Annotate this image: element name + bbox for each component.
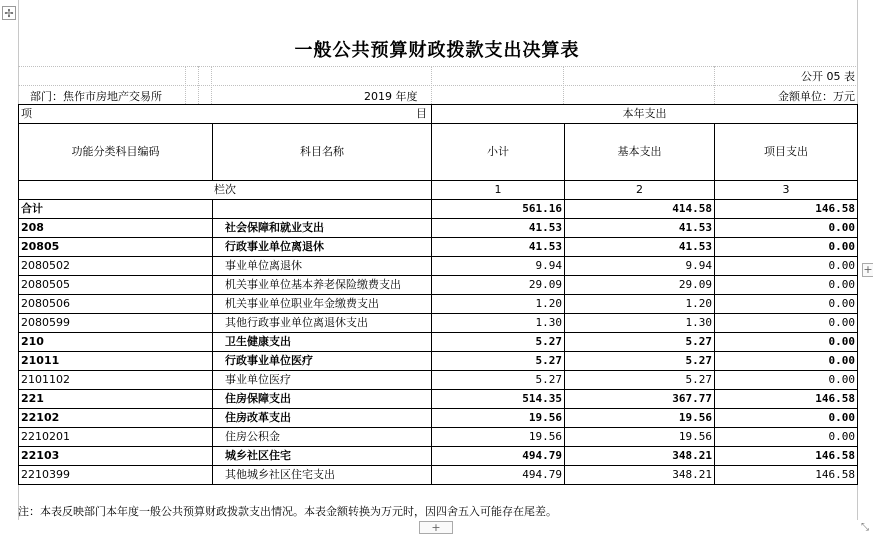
document-title: 一般公共预算财政拨款支出决算表	[294, 40, 580, 61]
row-project-cell: 0.00	[715, 428, 858, 447]
header-project-col: 项目支出	[715, 124, 858, 181]
table-note: 注：本表反映部门本年度一般公共预算财政拨款支出情况。本表金额转换为万元时，因四舍五入可能存在尾差。	[18, 505, 557, 518]
row-code-cell: 2080506	[19, 295, 213, 314]
row-code-cell: 2080505	[19, 276, 213, 295]
row-code-cell: 208	[19, 219, 213, 238]
row-name-cell: 机关事业单位基本养老保险缴费支出	[213, 276, 432, 295]
table-row	[19, 390, 858, 409]
gridline	[18, 66, 856, 67]
header-name-col: 科目名称	[213, 124, 432, 181]
row-code-cell: 21011	[19, 352, 213, 371]
row-project-cell: 146.58	[715, 447, 858, 466]
row-name-cell: 行政事业单位医疗	[213, 352, 432, 371]
row-project-cell: 0.00	[715, 276, 858, 295]
row-project-cell: 0.00	[715, 238, 858, 257]
form-code: 公开 05 表	[801, 70, 855, 83]
row-name-cell: 住房改革支出	[213, 409, 432, 428]
row-project-cell: 0.00	[715, 314, 858, 333]
row-subtotal-cell: 1.30	[432, 314, 565, 333]
row-subtotal-cell: 1.20	[432, 295, 565, 314]
header-row-columns	[19, 124, 858, 181]
row-basic-cell: 41.53	[565, 219, 715, 238]
row-basic-cell: 29.09	[565, 276, 715, 295]
row-code-cell: 22103	[19, 447, 213, 466]
row-name-cell: 社会保障和就业支出	[213, 219, 432, 238]
table-row	[19, 295, 858, 314]
row-project-cell: 0.00	[715, 295, 858, 314]
row-subtotal-cell: 41.53	[432, 238, 565, 257]
table-row	[19, 219, 858, 238]
gridline	[185, 66, 186, 104]
row-basic-cell: 1.20	[565, 295, 715, 314]
row-project-cell: 0.00	[715, 409, 858, 428]
row-subtotal-cell: 494.79	[432, 447, 565, 466]
row-name-cell: 住房公积金	[213, 428, 432, 447]
row-basic-cell: 5.27	[565, 371, 715, 390]
row-project-cell: 0.00	[715, 257, 858, 276]
gridline	[198, 66, 199, 104]
row-name-cell: 其他城乡社区住宅支出	[213, 466, 432, 485]
add-row-button[interactable]: +	[419, 521, 453, 534]
table-row	[19, 466, 858, 485]
row-basic-cell: 414.58	[565, 200, 715, 219]
table-row	[19, 428, 858, 447]
row-name-cell: 卫生健康支出	[213, 333, 432, 352]
header-row-top	[19, 105, 858, 124]
row-basic-cell: 1.30	[565, 314, 715, 333]
row-name-cell: 其他行政事业单位离退休支出	[213, 314, 432, 333]
row-basic-cell: 348.21	[565, 447, 715, 466]
row-subtotal-cell: 5.27	[432, 371, 565, 390]
header-code-col: 功能分类科目编码	[19, 124, 213, 181]
row-subtotal-cell: 5.27	[432, 333, 565, 352]
row-project-cell: 146.58	[715, 200, 858, 219]
row-code-cell: 2080502	[19, 257, 213, 276]
row-code-cell: 20805	[19, 238, 213, 257]
row-code-cell: 2080599	[19, 314, 213, 333]
row-subtotal-cell: 19.56	[432, 409, 565, 428]
row-basic-cell: 367.77	[565, 390, 715, 409]
header-xiang-mu-cell	[19, 105, 432, 124]
row-project-cell: 0.00	[715, 333, 858, 352]
header-col-1: 1	[432, 181, 565, 200]
expenditure-table	[18, 104, 858, 485]
row-basic-cell: 9.94	[565, 257, 715, 276]
gridline	[714, 66, 715, 104]
row-subtotal-cell: 5.27	[432, 352, 565, 371]
gridline	[18, 85, 856, 86]
row-basic-cell: 19.56	[565, 409, 715, 428]
row-subtotal-cell: 494.79	[432, 466, 565, 485]
row-subtotal-cell: 514.35	[432, 390, 565, 409]
header-mu: 目	[416, 107, 427, 120]
row-subtotal-cell: 41.53	[432, 219, 565, 238]
department-label: 部门：焦作市房地产交易所	[30, 90, 162, 103]
table-row	[19, 352, 858, 371]
row-code-cell: 2101102	[19, 371, 213, 390]
table-row	[19, 447, 858, 466]
header-basic-col: 基本支出	[565, 124, 715, 181]
header-row-lanci	[19, 181, 858, 200]
row-basic-cell: 5.27	[565, 352, 715, 371]
gridline	[211, 66, 212, 104]
row-basic-cell: 348.21	[565, 466, 715, 485]
row-subtotal-cell: 561.16	[432, 200, 565, 219]
table-resize-handle-icon[interactable]: ⤡	[861, 522, 869, 533]
row-basic-cell: 19.56	[565, 428, 715, 447]
row-project-cell: 146.58	[715, 466, 858, 485]
row-code-cell: 22102	[19, 409, 213, 428]
header-xiang: 项	[21, 107, 32, 120]
unit-label: 金额单位：万元	[778, 90, 855, 103]
header-lanci: 栏次	[19, 181, 432, 200]
table-row	[19, 314, 858, 333]
row-project-cell: 146.58	[715, 390, 858, 409]
row-code-cell: 221	[19, 390, 213, 409]
row-subtotal-cell: 19.56	[432, 428, 565, 447]
header-col-3: 3	[715, 181, 858, 200]
row-name-cell: 住房保障支出	[213, 390, 432, 409]
row-name-cell: 机关事业单位职业年金缴费支出	[213, 295, 432, 314]
row-code-cell: 合计	[19, 200, 213, 219]
row-name-cell: 事业单位医疗	[213, 371, 432, 390]
table-row	[19, 200, 858, 219]
table-row	[19, 409, 858, 428]
add-column-button[interactable]: +	[863, 263, 873, 276]
row-subtotal-cell: 29.09	[432, 276, 565, 295]
header-current-year: 本年支出	[432, 105, 858, 124]
row-basic-cell: 5.27	[565, 333, 715, 352]
row-code-cell: 210	[19, 333, 213, 352]
row-name-cell: 事业单位离退休	[213, 257, 432, 276]
table-row	[19, 276, 858, 295]
row-code-cell: 2210399	[19, 466, 213, 485]
row-project-cell: 0.00	[715, 352, 858, 371]
table-row	[19, 257, 858, 276]
table-row	[19, 238, 858, 257]
row-name-cell: 行政事业单位离退休	[213, 238, 432, 257]
row-name-cell	[213, 200, 432, 219]
row-subtotal-cell: 9.94	[432, 257, 565, 276]
row-basic-cell: 41.53	[565, 238, 715, 257]
year-label: 2019 年度	[364, 90, 418, 103]
header-subtotal-col: 小计	[432, 124, 565, 181]
row-code-cell: 2210201	[19, 428, 213, 447]
gridline	[563, 66, 564, 104]
gridline	[431, 66, 432, 104]
table-row	[19, 371, 858, 390]
row-project-cell: 0.00	[715, 371, 858, 390]
table-row	[19, 333, 858, 352]
header-col-2: 2	[565, 181, 715, 200]
row-name-cell: 城乡社区住宅	[213, 447, 432, 466]
table-move-handle-icon[interactable]: ✢	[2, 6, 16, 20]
row-project-cell: 0.00	[715, 219, 858, 238]
